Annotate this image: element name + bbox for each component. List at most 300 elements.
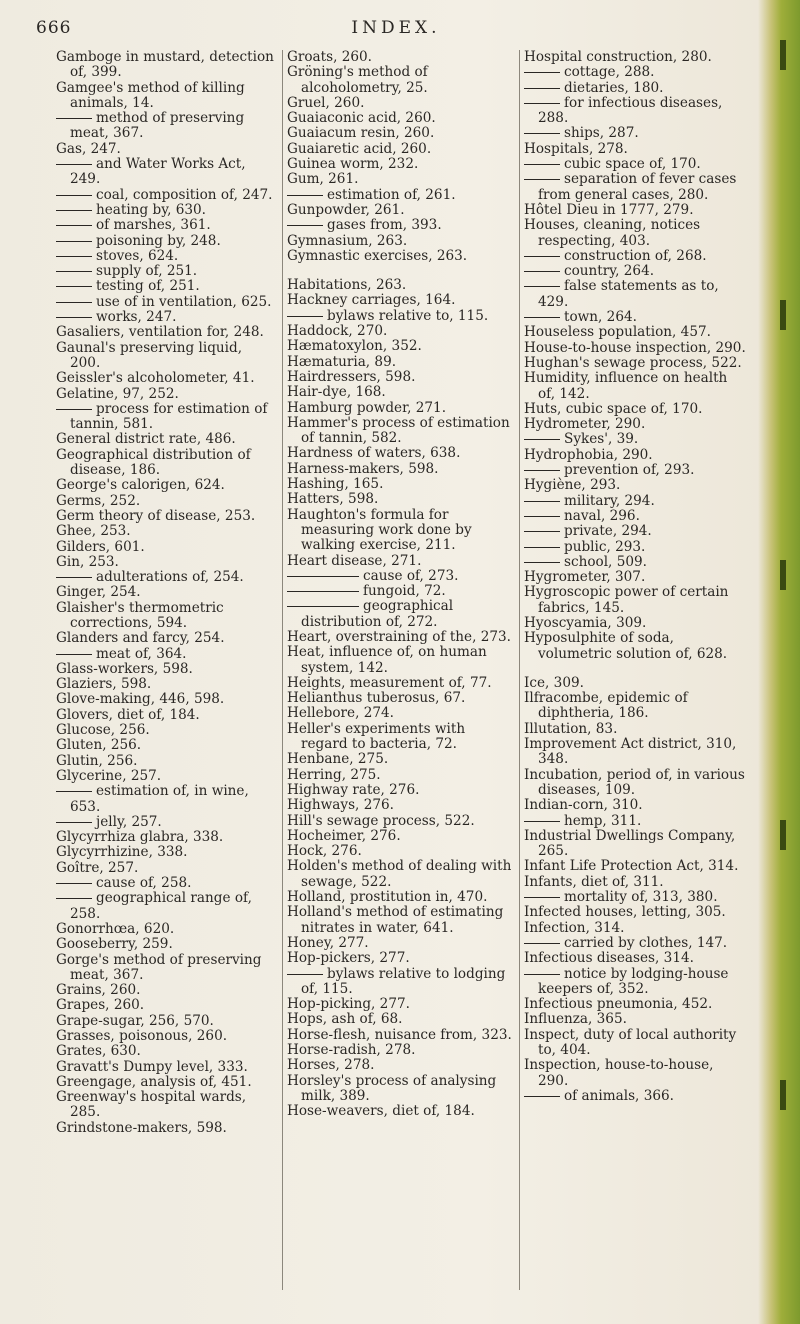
index-entry [524, 951, 748, 966]
index-subentry [524, 494, 748, 509]
entry-text: Hygiène, 293. [524, 477, 621, 494]
entry-text: Greengage, analysis of, 451. [56, 1073, 252, 1090]
index-entry [287, 691, 513, 706]
entry-text: Glutin, 256. [56, 752, 138, 769]
ditto-dash [524, 974, 560, 975]
entry-text: Holland, prostitution in, 470. [287, 889, 488, 906]
entry-text: hemp, 311. [564, 812, 642, 829]
entry-text: Incubation, period of, in various diseases, 109. [524, 766, 745, 798]
entry-text: Holden's method of dealing with sewage, 522. [287, 858, 512, 890]
index-entry [56, 937, 276, 952]
index-entry [287, 1104, 513, 1119]
entry-text: Inspection, house-to-house, 290. [524, 1057, 714, 1089]
ditto-dash [524, 470, 560, 471]
index-entry [287, 278, 513, 293]
index-entry [287, 401, 513, 416]
ditto-dash [524, 103, 560, 104]
index-entry [524, 356, 748, 371]
entry-text: Heart disease, 271. [287, 552, 422, 569]
index-entry [524, 798, 748, 813]
entry-text: Guaiaconic acid, 260. [287, 110, 436, 127]
entry-text: mortality of, 313, 380. [564, 889, 718, 906]
index-entry [287, 324, 513, 339]
index-entry [287, 783, 513, 798]
ditto-dash [524, 531, 560, 532]
index-entry [287, 1012, 513, 1027]
entry-text: fungoid, 72. [363, 583, 446, 600]
index-entry [287, 96, 513, 111]
index-entry [287, 385, 513, 400]
index-entry [287, 355, 513, 370]
edge-mark [780, 40, 786, 70]
ditto-dash [524, 562, 560, 563]
index-entry [56, 448, 276, 479]
entry-text: separation of fever cases from general cases, 280. [538, 171, 737, 203]
index-subentry [56, 203, 276, 218]
index-entry [287, 844, 513, 859]
section-gap [287, 264, 513, 278]
entry-text: cubic space of, 170. [564, 156, 701, 173]
entry-text: cottage, 288. [564, 64, 655, 81]
index-subentry [56, 876, 276, 891]
entry-text: bylaws relative to lodging of, 115. [301, 965, 506, 997]
entry-text: Gelatine, 97, 252. [56, 385, 179, 402]
ditto-dash [524, 317, 560, 318]
entry-text: Hairdressers, 598. [287, 368, 416, 385]
entry-text: Ginger, 254. [56, 584, 141, 601]
entry-text: Gorge's method of preserving meat, 367. [56, 951, 262, 983]
entry-text: of marshes, 361. [96, 217, 211, 234]
ditto-dash [524, 516, 560, 517]
index-entry [56, 478, 276, 493]
entry-text: Gamgee's method of killing animals, 14. [56, 79, 245, 111]
entry-text: Grindstone-makers, 598. [56, 1119, 227, 1136]
entry-text: Gooseberry, 259. [56, 936, 173, 953]
ditto-dash [56, 577, 92, 578]
index-entry [56, 555, 276, 570]
entry-text: Heat, influence of, on human system, 142. [287, 644, 487, 676]
index-entry [56, 341, 276, 372]
index-subentry [56, 891, 276, 922]
entry-text: Hair-dye, 168. [287, 384, 386, 401]
entry-text: Hughan's sewage process, 522. [524, 354, 742, 371]
index-columns [54, 50, 754, 1290]
index-subentry [524, 81, 748, 96]
entry-text: Hôtel Dieu in 1777, 279. [524, 201, 694, 218]
index-entry [524, 1012, 748, 1027]
index-subentry [56, 295, 276, 310]
index-subentry [56, 249, 276, 264]
index-entry [287, 370, 513, 385]
index-entry [56, 861, 276, 876]
entry-text: Glovers, diet of, 184. [56, 706, 200, 723]
entry-text: Gunpowder, 261. [287, 201, 405, 218]
entry-text: Gaunal's preserving liquid, 200. [56, 339, 243, 371]
ditto-dash [524, 256, 560, 257]
ditto-dash [56, 883, 92, 884]
entry-text: Illutation, 83. [524, 720, 618, 737]
index-column-3 [519, 50, 748, 1290]
index-entry [524, 676, 748, 691]
entry-text: private, 294. [564, 523, 652, 540]
ditto-dash [524, 943, 560, 944]
edge-mark [780, 560, 786, 590]
ditto-dash [56, 822, 92, 823]
index-entry [56, 601, 276, 632]
entry-text: meat of, 364. [96, 645, 187, 662]
index-subentry [524, 1089, 748, 1104]
entry-text: Henbane, 275. [287, 751, 389, 768]
index-entry [287, 829, 513, 844]
entry-text: Hamburg powder, 271. [287, 399, 447, 416]
index-entry [287, 630, 513, 645]
ditto-dash [287, 576, 359, 577]
entry-text: testing of, 251. [96, 278, 200, 295]
index-entry [287, 645, 513, 676]
entry-text: Indian-corn, 310. [524, 797, 643, 814]
entry-text: Holland's method of estimating nitrates in water, 641. [287, 904, 504, 936]
index-entry [56, 1060, 276, 1075]
entry-text: school, 509. [564, 553, 647, 570]
index-entry [287, 234, 513, 249]
entry-text: Hydrophobia, 290. [524, 446, 653, 463]
index-column-1 [54, 50, 276, 1290]
index-entry [524, 448, 748, 463]
entry-text: geographical range of, 258. [70, 890, 252, 922]
entry-text: Haddock, 270. [287, 323, 388, 340]
entry-text: Sykes', 39. [564, 431, 639, 448]
index-entry [56, 1044, 276, 1059]
entry-text: Hospitals, 278. [524, 140, 628, 157]
entry-text: Heller's experiments with regard to bacteria, 72. [287, 720, 466, 753]
index-entry [287, 905, 513, 936]
entry-text: Habitations, 263. [287, 277, 407, 294]
index-entry [287, 768, 513, 783]
entry-text: poisoning by, 248. [96, 232, 221, 249]
entry-text: Hocheimer, 276. [287, 827, 401, 844]
entry-text: Gas, 247. [56, 140, 121, 157]
entry-text: Herring, 275. [287, 766, 381, 783]
index-entry [287, 814, 513, 829]
entry-text: Gilders, 601. [56, 538, 145, 555]
index-subentry [524, 432, 748, 447]
index-entry [287, 111, 513, 126]
entry-text: estimation of, 261. [327, 186, 456, 203]
entry-text: for infectious diseases, 288. [538, 94, 723, 127]
index-subentry [56, 264, 276, 279]
entry-text: Hashing, 165. [287, 476, 384, 493]
page-header [36, 18, 756, 44]
entry-text: Hop-pickers, 277. [287, 950, 410, 967]
index-entry [524, 691, 748, 722]
entry-text: Gamboge in mustard, detection of, 399. [56, 50, 274, 81]
ditto-dash [56, 286, 92, 287]
entry-text: Hyoscyamia, 309. [524, 614, 647, 631]
entry-text: carried by clothes, 147. [564, 934, 728, 951]
index-subentry [56, 815, 276, 830]
entry-text: Gymnastic exercises, 263. [287, 247, 468, 264]
entry-text: Influenza, 365. [524, 1011, 627, 1028]
index-entry [287, 951, 513, 966]
ditto-dash [56, 302, 92, 303]
ditto-dash [56, 118, 92, 119]
ditto-dash [56, 241, 92, 242]
section-gap [524, 662, 748, 676]
index-entry [524, 875, 748, 890]
entry-text: Goître, 257. [56, 859, 139, 876]
index-entry [56, 983, 276, 998]
index-subentry [524, 65, 748, 80]
index-entry [524, 997, 748, 1012]
entry-text: Heart, overstraining of the, 273. [287, 628, 511, 645]
index-subentry [524, 463, 748, 478]
index-subentry [56, 111, 276, 142]
entry-text: Hose-weavers, diet of, 184. [287, 1103, 475, 1120]
ditto-dash [524, 1096, 560, 1097]
entry-text: Houseless population, 457. [524, 324, 711, 341]
index-entry [56, 1090, 276, 1121]
entry-text: notice by lodging-house keepers of, 352. [538, 965, 729, 997]
index-entry [56, 509, 276, 524]
index-subentry [287, 584, 513, 599]
index-subentry [524, 96, 748, 127]
edge-mark [780, 300, 786, 330]
index-entry [287, 65, 513, 96]
index-entry [56, 754, 276, 769]
index-entry [287, 477, 513, 492]
entry-text: Ice, 309. [524, 674, 584, 691]
ditto-dash [287, 606, 359, 607]
index-subentry [287, 967, 513, 998]
entry-text: and Water Works Act, 249. [70, 156, 246, 188]
index-entry [56, 524, 276, 539]
index-entry [287, 997, 513, 1012]
entry-text: Infection, 314. [524, 919, 625, 936]
index-subentry [524, 249, 748, 264]
entry-text: General district rate, 486. [56, 431, 236, 448]
index-entry [524, 921, 748, 936]
entry-text: Improvement Act district, 310, 348. [524, 736, 737, 768]
index-subentry [287, 309, 513, 324]
index-entry [56, 540, 276, 555]
index-entry [56, 585, 276, 600]
entry-text: town, 264. [564, 309, 637, 326]
index-subentry [524, 524, 748, 539]
entry-text: cause of, 273. [363, 567, 459, 584]
index-entry [524, 829, 748, 860]
index-subentry [524, 264, 748, 279]
entry-text: prevention of, 293. [564, 462, 695, 479]
index-entry [56, 769, 276, 784]
index-subentry [524, 936, 748, 951]
ditto-dash [56, 225, 92, 226]
index-entry [287, 142, 513, 157]
ditto-dash [524, 179, 560, 180]
ditto-dash [524, 821, 560, 822]
index-entry [287, 249, 513, 264]
index-subentry [524, 126, 748, 141]
index-entry [56, 142, 276, 157]
index-entry [287, 416, 513, 447]
index-subentry [56, 218, 276, 233]
index-subentry [56, 784, 276, 815]
index-subentry [56, 188, 276, 203]
entry-text: Hyposulphite of soda, volumetric solution of, 628. [524, 630, 728, 662]
entry-text: Hammer's process of estimation of tannin, 582. [287, 414, 510, 447]
index-entry [287, 554, 513, 569]
index-entry [524, 737, 748, 768]
ditto-dash [524, 439, 560, 440]
entry-text: Infants, diet of, 311. [524, 873, 664, 890]
index-entry [56, 387, 276, 402]
ditto-dash [524, 164, 560, 165]
index-entry [287, 339, 513, 354]
ditto-dash [56, 409, 92, 410]
index-entry [287, 798, 513, 813]
entry-text: Inspect, duty of local authority to, 404. [524, 1026, 737, 1058]
index-subentry [287, 569, 513, 584]
entry-text: House-to-house inspection, 290. [524, 339, 746, 356]
index-entry [56, 845, 276, 860]
ditto-dash [56, 256, 92, 257]
entry-text: Horse-radish, 278. [287, 1042, 416, 1058]
index-entry [287, 508, 513, 554]
index-entry [56, 922, 276, 937]
entry-text: Hæmatoxylon, 352. [287, 338, 422, 355]
index-subentry [56, 310, 276, 325]
entry-text: Hop-picking, 277. [287, 996, 410, 1013]
entry-text: naval, 296. [564, 507, 640, 524]
ditto-dash [524, 271, 560, 272]
entry-text: method of preserving meat, 367. [70, 110, 245, 142]
entry-text: Harness-makers, 598. [287, 460, 439, 477]
index-subentry [524, 890, 748, 905]
entry-text: Hill's sewage process, 522. [287, 812, 475, 829]
index-entry [524, 1058, 748, 1089]
entry-text: ships, 287. [564, 125, 639, 142]
entry-text: Guinea worm, 232. [287, 156, 419, 173]
index-entry [524, 371, 748, 402]
index-entry [56, 953, 276, 984]
index-entry [287, 462, 513, 477]
entry-text: Horse-flesh, nuisance from, 323. [287, 1026, 512, 1043]
ditto-dash [287, 195, 323, 196]
index-entry [56, 1029, 276, 1044]
page-number: 666 [36, 18, 72, 38]
ditto-dash [287, 974, 323, 975]
entry-text: Hock, 276. [287, 843, 362, 860]
index-entry [287, 859, 513, 890]
entry-text: Industrial Dwellings Company, 265. [524, 827, 736, 860]
index-subentry [524, 509, 748, 524]
index-entry [56, 50, 276, 81]
index-subentry [524, 814, 748, 829]
entry-text: coal, composition of, 247. [96, 186, 273, 203]
ditto-dash [56, 654, 92, 655]
edge-mark [780, 820, 786, 850]
index-entry [56, 1014, 276, 1029]
index-entry [56, 723, 276, 738]
entry-text: Infant Life Protection Act, 314. [524, 858, 739, 875]
entry-text: bylaws relative to, 115. [327, 307, 489, 324]
entry-text: Highway rate, 276. [287, 781, 420, 798]
entry-text: Huts, cubic space of, 170. [524, 400, 703, 417]
entry-text: Glove-making, 446, 598. [56, 691, 225, 708]
entry-text: Horses, 278. [287, 1057, 375, 1074]
entry-text: military, 294. [564, 492, 655, 509]
entry-text: geographical distribution of, 272. [301, 598, 454, 630]
entry-text: Ilfracombe, epidemic of diphtheria, 186. [524, 690, 688, 722]
entry-text: adulterations of, 254. [96, 569, 244, 586]
entry-text: cause of, 258. [96, 875, 192, 892]
index-entry [287, 1028, 513, 1043]
ditto-dash [524, 501, 560, 502]
entry-text: supply of, 251. [96, 263, 198, 280]
entry-text: Hygroscopic power of certain fabrics, 145. [524, 584, 729, 616]
index-entry [56, 692, 276, 707]
entry-text: Hackney carriages, 164. [287, 292, 456, 309]
index-entry [524, 631, 748, 662]
entry-text: Grains, 260. [56, 982, 141, 999]
index-entry [56, 1075, 276, 1090]
entry-text: Grapes, 260. [56, 997, 145, 1014]
index-entry [524, 325, 748, 340]
entry-text: Grasses, poisonous, 260. [56, 1028, 228, 1044]
ditto-dash [524, 897, 560, 898]
index-entry [524, 402, 748, 417]
entry-text: heating by, 630. [96, 201, 206, 218]
index-subentry [524, 157, 748, 172]
entry-text: Guaiacum resin, 260. [287, 125, 435, 142]
entry-text: Gymnasium, 263. [287, 232, 408, 249]
entry-text: Houses, cleaning, notices respecting, 403. [524, 217, 701, 249]
entry-text: Hops, ash of, 68. [287, 1011, 403, 1028]
entry-text: Haughton's formula for measuring work done by walking exercise, 211. [287, 506, 472, 554]
entry-text: Gluten, 256. [56, 737, 142, 754]
ditto-dash [524, 133, 560, 134]
index-entry [524, 50, 748, 65]
ditto-dash [287, 591, 359, 592]
entry-text: Gravatt's Dumpy level, 333. [56, 1058, 248, 1075]
entry-text: Glaziers, 598. [56, 676, 152, 693]
index-subentry [524, 555, 748, 570]
index-entry [287, 936, 513, 951]
index-entry [56, 677, 276, 692]
entry-text: Highways, 276. [287, 797, 394, 814]
entry-text: Honey, 277. [287, 934, 369, 951]
index-entry [287, 492, 513, 507]
index-entry [287, 203, 513, 218]
index-subentry [524, 172, 748, 203]
entry-text: Glycerine, 257. [56, 767, 162, 784]
index-entry [56, 1121, 276, 1136]
entry-text: Geissler's alcoholometer, 41. [56, 370, 255, 387]
index-entry [56, 662, 276, 677]
index-subentry [524, 279, 748, 310]
index-entry [287, 446, 513, 461]
index-subentry [524, 967, 748, 998]
index-entry [287, 752, 513, 767]
index-entry [56, 325, 276, 340]
index-entry [524, 585, 748, 616]
entry-text: Hardness of waters, 638. [287, 445, 461, 462]
entry-text: Gruel, 260. [287, 94, 365, 111]
index-entry [56, 998, 276, 1013]
ditto-dash [56, 791, 92, 792]
ditto-dash [56, 898, 92, 899]
entry-text: Infectious pneumonia, 452. [524, 996, 713, 1013]
entry-text: Glanders and farcy, 254. [56, 630, 225, 647]
